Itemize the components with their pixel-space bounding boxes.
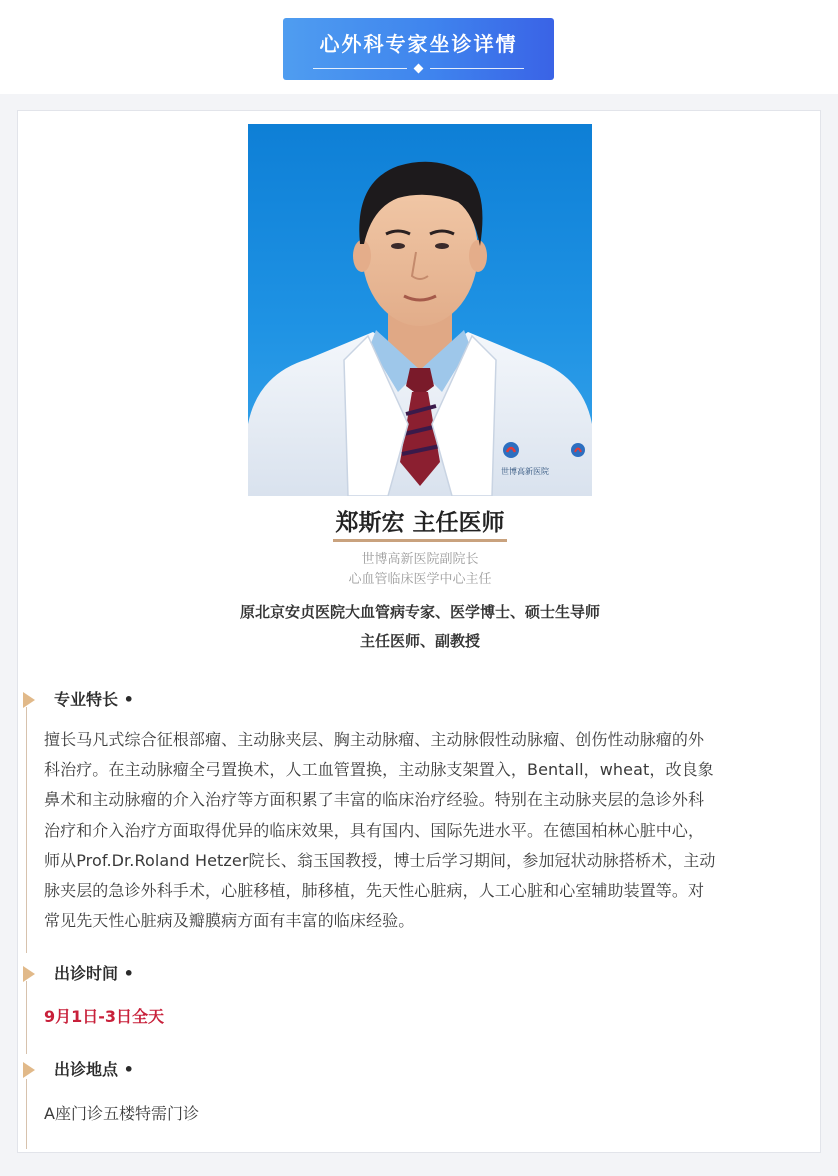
banner-ornament xyxy=(313,64,524,74)
doctor-portrait xyxy=(248,124,592,496)
section-divider-line xyxy=(26,707,27,953)
triangle-marker-icon xyxy=(23,1062,35,1078)
doctor-portrait-illustration xyxy=(248,124,592,496)
doctor-subtitle-vice-president: 世博高新医院副院长 xyxy=(361,552,479,567)
banner-title: 心外科专家坐诊详情 xyxy=(319,32,518,56)
doctor-card: 世博高新医院 郑斯宏 主任医师 世博高新医院副院长 心血管临床医学中心主任 原北京安贞医院大血管病专家、医学博士、硕士生导师 主任医师、副教授 专业特长 • 擅长马凡式综合征根部瘤、主动脉夹层、胸主动脉瘤、主动脉假性动脉瘤、创伤性动脉瘤的外 科治疗。在主动脉瘤全弓置换术，人工血管置换，主动脉支架置入，Bentall，wheat，改良象 鼻术和主动脉瘤的介入治疗等方面积累了丰富的临床治疗经验。特别在主动脉夹层的急诊外科 治疗和介入治疗方面取得优异的临床效果，具有国内、国际先进水平。在德国柏林心脏中心， 师从Prof.Dr.Roland Hetzer院长、翁玉国教授，博士后学习期间，参加冠状动脉搭桥术，主动 脉夹层的急诊外科手术，心脏移植，肺移植，先天性心脏病，人工心脏和心室辅助装置等。对 常见先天性心脏病及瓣膜病方面有丰富的临床经验。 出诊时间 • 9月1日-3日全天 出诊地点 • A座门诊五楼特需门诊 xyxy=(17,110,821,1153)
clinic-location: A座门诊五楼特需门诊 xyxy=(44,1104,199,1123)
section-divider-line xyxy=(26,981,27,1054)
doctor-name: 郑斯宏 主任医师 xyxy=(18,509,822,542)
clinic-time: 9月1日-3日全天 xyxy=(44,1007,165,1026)
doctor-credentials: 原北京安贞医院大血管病专家、医学博士、硕士生导师 xyxy=(239,603,600,621)
svg-text:世博高新医院: 世博高新医院 xyxy=(501,467,549,476)
page-banner xyxy=(283,18,554,80)
triangle-marker-icon xyxy=(23,692,35,708)
section-divider-line xyxy=(26,1079,27,1149)
triangle-marker-icon xyxy=(23,966,35,982)
doctor-subtitle-center-director: 心血管临床医学中心主任 xyxy=(348,572,492,587)
doctor-titles: 主任医师、副教授 xyxy=(359,632,480,650)
specialty-paragraph: 擅长马凡式综合征根部瘤、主动脉夹层、胸主动脉瘤、主动脉假性动脉瘤、创伤性动脉瘤的外 科治疗。在主动脉瘤全弓置换术，人工血管置换，主动脉支架置入，Bentall，wheat，改良象 鼻术和主动脉瘤的介入治疗等方面积累了丰富的临床治疗经验。特别在主动脉夹层的急诊外科 治疗和介入治疗方面取得优异的临床效果，具有国内、国际先进水平。在德国柏林心脏中心， 师从Prof.Dr.Roland Hetzer院长、翁玉国教授，博士后学习期间，参加冠状动脉搭桥术，主动 脉夹层的急诊外科手术，心脏移植，肺移植，先天性心脏病，人工心脏和心室辅助装置等。对 常见先天性心脏病及瓣膜病方面有丰富的临床经验。 xyxy=(44,730,716,931)
